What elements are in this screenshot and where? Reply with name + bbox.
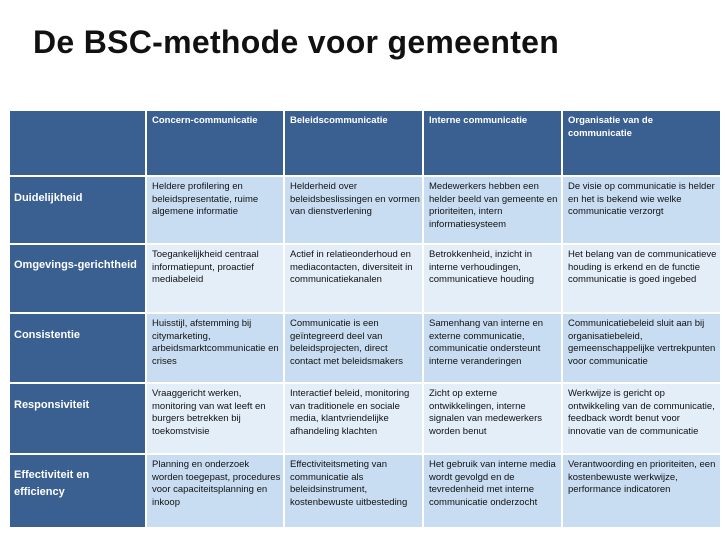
table-row — [9, 176, 721, 244]
table-cell: Planning en onderzoek worden toegepast, procedures voor capaciteitsplanning en inkoop — [146, 454, 284, 528]
column-header: Interne communicatie — [423, 110, 562, 176]
table-cell: Communicatiebeleid sluit aan bij organisatiebeleid, gemeenschappelijke vertrekpunten voor communicatie — [562, 313, 721, 383]
table-cell: Huisstijl, afstemming bij citymarketing, arbeidsmarktcommunicatie en crises — [146, 313, 284, 383]
bsc-table — [8, 109, 722, 529]
header-row — [9, 110, 721, 176]
table-cell: Communicatie is een geïntegreerd deel van beleidsprojecten, direct contact met beleidsmakers — [284, 313, 423, 383]
table-cell: Interactief beleid, monitoring van traditionele en sociale media, klantvriendelijke afhandeling klachten — [284, 383, 423, 454]
table-cell: Helderheid over beleidsbeslissingen en vormen van dienstverlening — [284, 176, 423, 244]
table-cell: Verantwoording en prioriteiten, een kostenbewuste werkwijze, performance indicatoren — [562, 454, 721, 528]
table-cell: Toegankelijkheid centraal informatiepunt, proactief mediabeleid — [146, 244, 284, 313]
table-cell: Samenhang van interne en externe communicatie, communicatie ondersteunt interne veranderingen — [423, 313, 562, 383]
table-cell: De visie op communicatie is helder en het is bekend wie welke communicatie verzorgt — [562, 176, 721, 244]
table-row — [9, 383, 721, 454]
header-corner — [9, 110, 146, 176]
table-row — [9, 313, 721, 383]
table-cell: Het belang van de communicatieve houding is erkend en de functie communicatie is goed ingebed — [562, 244, 721, 313]
table-cell: Medewerkers hebben een helder beeld van gemeente en prioriteiten, intern informatiesysteem — [423, 176, 562, 244]
row-label: Consistentie — [9, 313, 146, 383]
table-cell: Betrokkenheid, inzicht in interne verhoudingen, communicatieve houding — [423, 244, 562, 313]
table-cell: Effectiviteitsmeting van communicatie als beleidsinstrument, kostenbewuste uitbesteding — [284, 454, 423, 528]
table-cell: Actief in relatieonderhoud en mediacontacten, diversiteit in communicatiekanalen — [284, 244, 423, 313]
table-cell: Heldere profilering en beleidspresentatie, ruime algemene informatie — [146, 176, 284, 244]
column-header: Concern-communicatie — [146, 110, 284, 176]
table-row — [9, 244, 721, 313]
row-label: Omgevings-gerichtheid — [9, 244, 146, 313]
table-cell: Zicht op externe ontwikkelingen, interne signalen van medewerkers worden benut — [423, 383, 562, 454]
table-cell: Het gebruik van interne media wordt gevolgd en de tevredenheid met interne communicatie onderzocht — [423, 454, 562, 528]
table-row — [9, 454, 721, 528]
table-cell: Vraaggericht werken, monitoring van wat leeft en burgers betrekken bij toekomstvisie — [146, 383, 284, 454]
row-label: Responsiviteit — [9, 383, 146, 454]
table-cell: Werkwijze is gericht op ontwikkeling van de communicatie, feedback wordt benut voor innovatie van de communicatie — [562, 383, 721, 454]
column-header: Organisatie van de communicatie — [562, 110, 721, 176]
row-label: Effectiviteit en efficiency — [9, 454, 146, 528]
row-label: Duidelijkheid — [9, 176, 146, 244]
page-title: De BSC-methode voor gemeenten — [33, 24, 560, 60]
column-header: Beleidscommunicatie — [284, 110, 423, 176]
